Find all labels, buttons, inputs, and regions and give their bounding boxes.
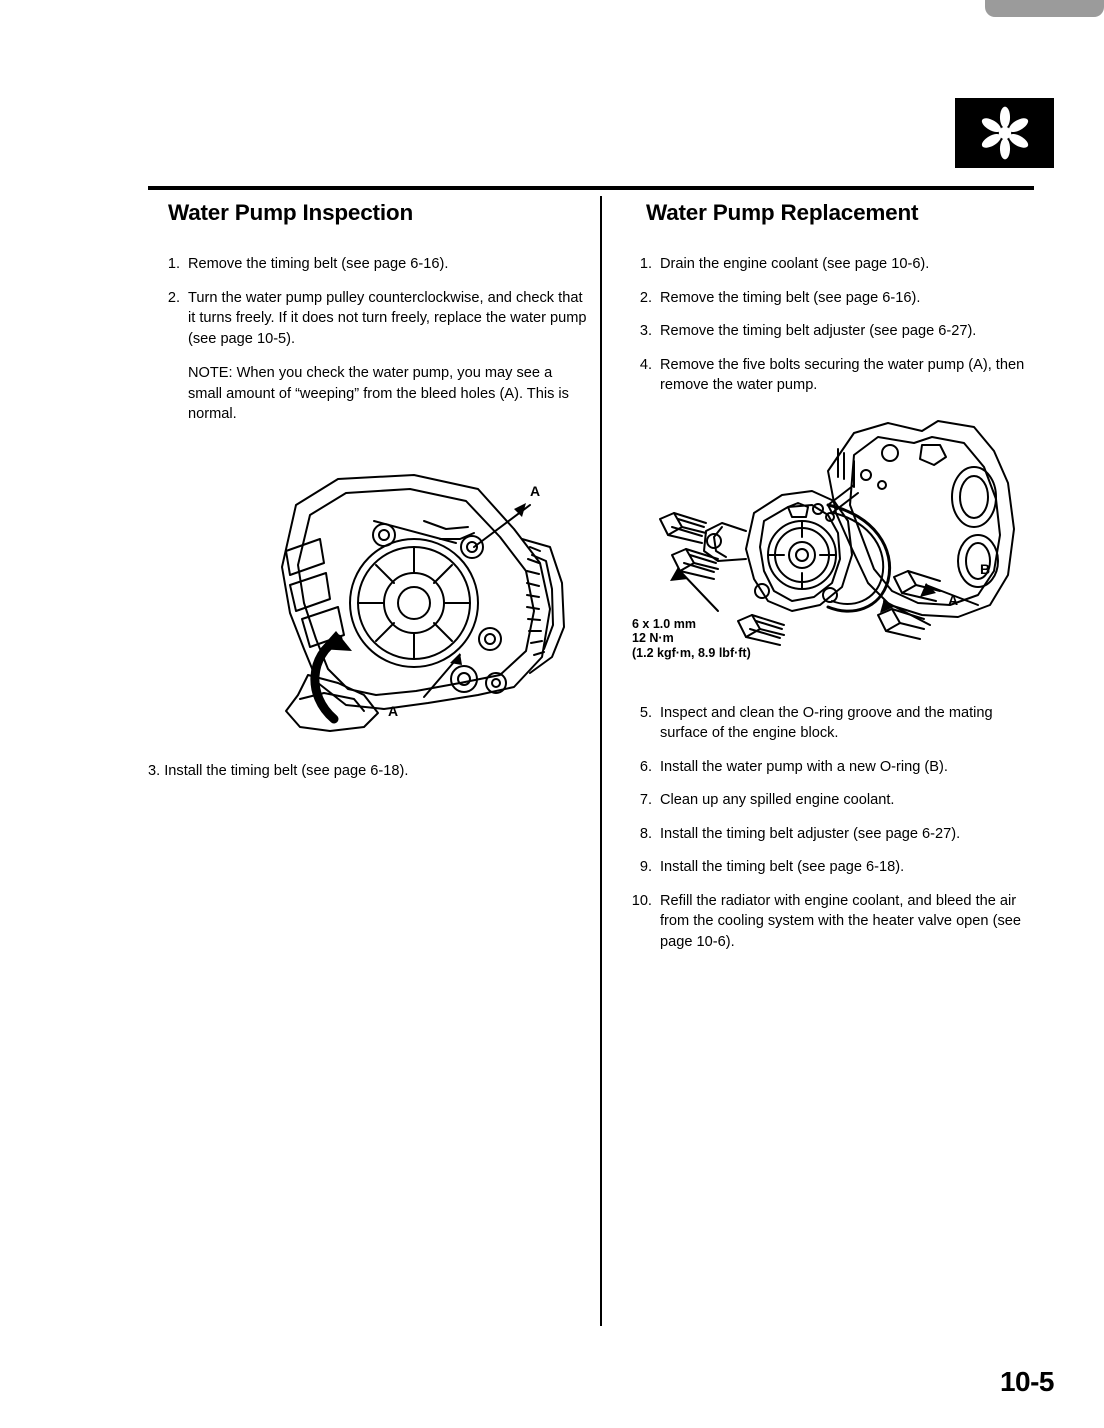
inspection-step-3 [148,761,588,782]
replacement-steps-upper [622,254,1042,396]
inspection-steps [148,254,588,349]
list-item [622,321,1042,342]
header-rule [148,186,1034,190]
step-number: 1. [167,256,180,272]
list-item [622,703,1042,744]
list-item [622,891,1042,953]
list-item [622,824,1042,845]
step-text: Remove the timing belt adjuster (see page 6-27). [660,323,977,339]
torque-spec-alt: (1.2 kgf·m, 8.9 lbf·ft) [632,645,751,660]
step-text: Install the timing belt adjuster (see page 6-27). [660,825,961,842]
page-title-inspection: Water Pump Inspection [168,200,413,225]
water-pump-inspection-diagram [178,443,578,743]
step-text: Drain the engine coolant (see page 10-6). [660,256,930,272]
list-item [622,757,1042,778]
step-text: Inspect and clean the O-ring groove and the mating surface of the engine block. [660,704,993,741]
callout-label-b: B [980,560,991,577]
torque-spec [632,617,751,661]
torque-spec-size: 6 x 1.0 mm [632,616,696,631]
replacement-steps-lower [622,703,1042,953]
list-item [622,288,1042,309]
step-number: 6. [639,758,652,775]
list-item [622,790,1042,811]
step-text: Remove the timing belt (see page 6-16). [188,256,449,272]
asterisk-logo [955,98,1054,168]
step-text: Clean up any spilled engine coolant. [660,792,895,808]
step-number: 1. [639,256,652,272]
step-number: 10. [631,892,652,909]
step-number: 3. [639,323,652,339]
page-title-replacement: Water Pump Replacement [646,200,919,225]
column-divider [600,196,602,1326]
step-number: 7. [639,792,652,808]
list-item [622,254,1042,275]
step-text: Remove the five bolts securing the water pump (A), then remove the water pump. [660,356,1025,393]
step-number: 8. [639,825,652,842]
callout-label-a-bottom: A [388,702,399,719]
step-number: 5. [639,704,652,721]
step-number: 4. [639,356,652,373]
step-text: Install the timing belt (see page 6-18). [660,859,905,875]
step-number: 2. [639,289,652,306]
inspection-note: NOTE: When you check the water pump, you may see a small amount of “weeping” from the bleed holes (A). This is normal. [188,365,569,422]
torque-spec-nm: 12 N·m [632,631,674,645]
callout-label-a-top: A [530,482,541,499]
list-item [148,288,588,350]
right-column [622,200,1042,965]
step-text: Refill the radiator with engine coolant, and bleed the air from the cooling system with the heater valve open (see page 10-6). [660,892,1021,950]
list-item [622,355,1042,396]
left-column [148,200,588,781]
callout-label-a: A [948,591,959,608]
step-text: Install the timing belt (see page 6-18). [164,762,409,779]
list-item [148,254,588,275]
step-text: Turn the water pump pulley counterclockwise, and check that it turns freely. If it does not turn freely, replace the water pump (see page 10-5). [188,289,587,347]
step-number: 9. [639,859,652,875]
step-number: 2. [167,289,180,306]
step-number: 3. [148,762,161,779]
list-item [622,857,1042,878]
step-text: Install the water pump with a new O-ring (B). [660,758,948,775]
page-number: 10-5 [999,1366,1054,1397]
water-pump-replacement-diagram [622,409,1042,679]
step-text: Remove the timing belt (see page 6-16). [660,289,921,306]
scanner-bar-artifact [985,0,1104,17]
